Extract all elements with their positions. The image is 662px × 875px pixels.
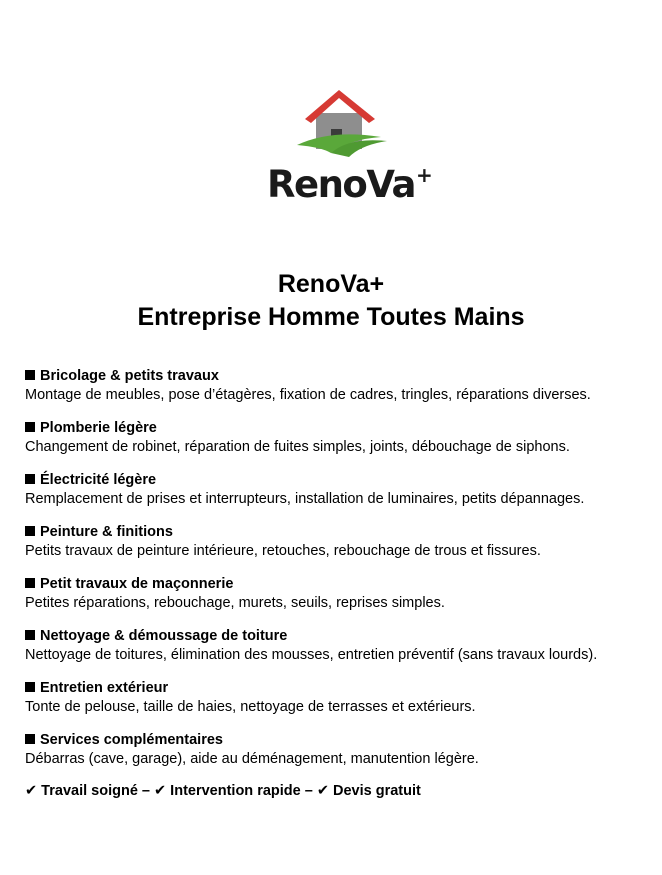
service-description: Remplacement de prises et interrupteurs, installation de luminaires, petits dépannages.	[25, 491, 585, 507]
service-description: Petites réparations, rebouchage, murets, seuils, reprises simples.	[25, 595, 445, 611]
service-description: Montage de meubles, pose d’étagères, fixation de cadres, tringles, réparations diverses.	[25, 387, 591, 403]
service-description: Tonte de pelouse, taille de haies, nettoyage de terrasses et extérieurs.	[25, 699, 476, 715]
service-title: Bricolage & petits travaux	[40, 368, 219, 384]
square-bullet-icon	[25, 474, 35, 484]
service-item	[25, 679, 655, 731]
service-title: Entretien extérieur	[40, 680, 169, 696]
service-title: Petit travaux de maçonnerie	[40, 576, 234, 592]
logo-wordmark	[267, 163, 433, 206]
square-bullet-icon	[25, 630, 35, 640]
services-list	[25, 367, 655, 783]
service-title: Électricité légère	[40, 472, 157, 488]
service-description: Nettoyage de toitures, élimination des mousses, entretien préventif (sans travaux lourds).	[25, 647, 598, 663]
service-item	[25, 367, 655, 419]
square-bullet-icon	[25, 526, 35, 536]
footer-tagline: ✔ Travail soigné – ✔ Intervention rapide – ✔ Devis gratuit	[25, 783, 421, 799]
service-description: Changement de robinet, réparation de fuites simples, joints, débouchage de siphons.	[25, 439, 570, 455]
service-item	[25, 471, 655, 523]
square-bullet-icon	[25, 682, 35, 692]
square-bullet-icon	[25, 578, 35, 588]
page-title: RenoVa+	[277, 270, 385, 298]
service-item	[25, 575, 655, 627]
logo-plus: +	[415, 163, 433, 187]
service-title: Nettoyage & démoussage de toiture	[40, 628, 288, 644]
page-subtitle: Entreprise Homme Toutes Mains	[137, 303, 525, 331]
service-item	[25, 523, 655, 575]
square-bullet-icon	[25, 734, 35, 744]
company-logo	[251, 60, 433, 230]
square-bullet-icon	[25, 370, 35, 380]
service-item	[25, 419, 655, 471]
service-item	[25, 627, 655, 679]
service-description: Débarras (cave, garage), aide au déménagement, manutention légère.	[25, 751, 479, 767]
service-description: Petits travaux de peinture intérieure, retouches, rebouchage de trous et fissures.	[25, 543, 541, 559]
logo-brand: RenoVa	[267, 163, 415, 206]
service-title: Services complémentaires	[40, 732, 223, 748]
service-title: Plomberie légère	[40, 420, 157, 436]
square-bullet-icon	[25, 422, 35, 432]
service-item	[25, 731, 655, 783]
house-logo-icon	[291, 87, 391, 157]
service-title: Peinture & finitions	[40, 524, 173, 540]
